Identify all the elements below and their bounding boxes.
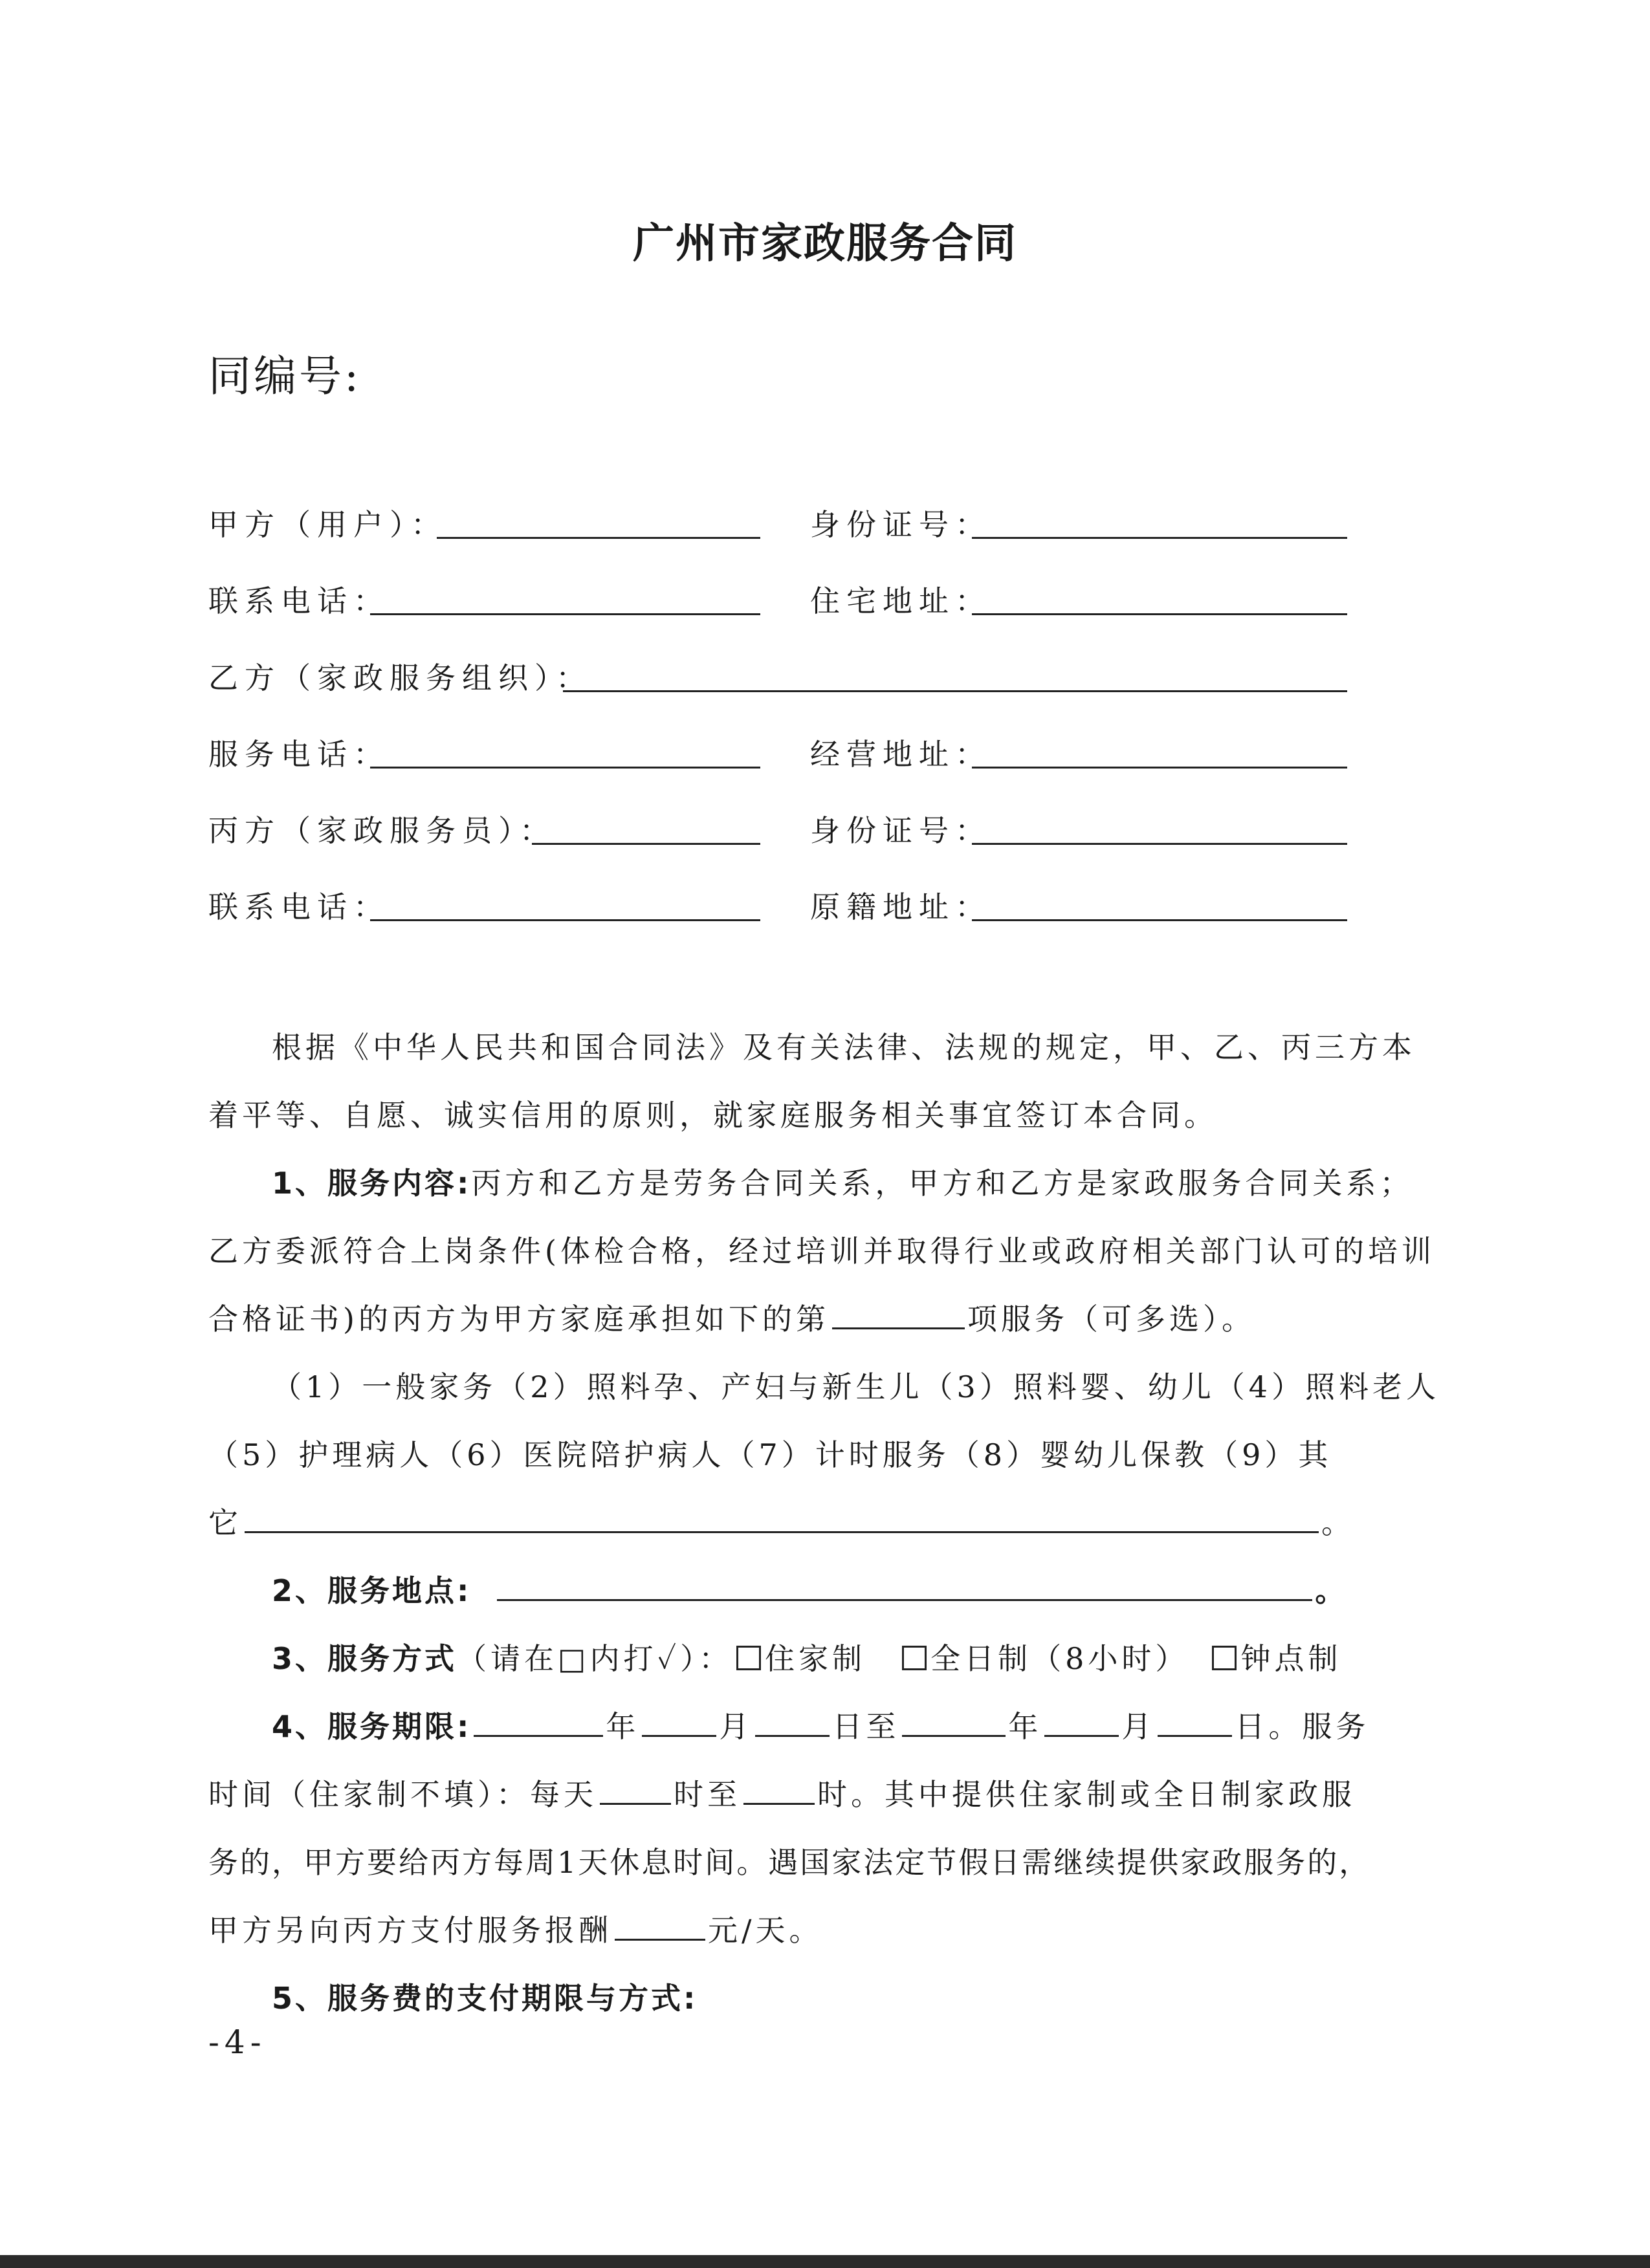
section-1-heading: 1、服务内容: bbox=[272, 1166, 472, 1201]
full-day-checkbox[interactable] bbox=[902, 1646, 927, 1670]
party-c-label: 丙方（家政服务员）： bbox=[208, 813, 556, 848]
party-b-blank[interactable] bbox=[563, 690, 1347, 692]
daily-end-blank[interactable] bbox=[743, 1777, 815, 1805]
party-a-phone-label: 联系电话： bbox=[208, 583, 390, 618]
start-day-label: 日至 bbox=[832, 1709, 900, 1744]
other-period: 。 bbox=[1321, 1505, 1355, 1540]
start-month-label: 月 bbox=[719, 1709, 753, 1744]
party-c-id-label: 身份证号： bbox=[810, 813, 991, 848]
live-in-label: 住家制 bbox=[765, 1641, 866, 1676]
full-day-label: 全日制（8小时） bbox=[930, 1641, 1189, 1676]
section-4-heading: 4、服务期限: bbox=[272, 1709, 472, 1744]
start-month-blank[interactable] bbox=[642, 1709, 716, 1737]
party-b-phone-blank[interactable] bbox=[370, 767, 760, 769]
hour-to-label: 时至 bbox=[674, 1777, 741, 1812]
start-year-label: 年 bbox=[606, 1709, 640, 1744]
end-day-label: 日。服务 bbox=[1235, 1709, 1370, 1744]
other-service-blank[interactable] bbox=[245, 1505, 1319, 1533]
party-c-phone-blank[interactable] bbox=[370, 919, 760, 921]
section-3-line bbox=[272, 1635, 1341, 1678]
section-2-heading: 2、服务地点: bbox=[272, 1573, 472, 1608]
section-5-line bbox=[272, 1975, 698, 2018]
party-a-id-blank[interactable] bbox=[972, 537, 1347, 539]
section-1-text: 丙方和乙方是劳务合同关系，甲方和乙方是家政服务合同关系； bbox=[471, 1166, 1414, 1201]
section-4-line-3: 务的，甲方要给丙方每周1天休息时间。遇国家法定节假日需继续提供家政服务的， bbox=[208, 1845, 1371, 1880]
section-1-line-1 bbox=[272, 1160, 1413, 1203]
holiday-pay-unit: 元/天。 bbox=[708, 1913, 823, 1948]
document-title: 广州市家政服务合同 bbox=[633, 220, 1017, 268]
start-year-blank[interactable] bbox=[474, 1709, 603, 1737]
end-month-label: 月 bbox=[1121, 1709, 1156, 1744]
end-year-label: 年 bbox=[1008, 1709, 1042, 1744]
contract-number-label: 同编号: bbox=[208, 351, 362, 401]
party-c-blank[interactable] bbox=[532, 843, 760, 845]
section-5-heading: 5、服务费的支付期限与方式: bbox=[272, 1981, 698, 2016]
start-day-blank[interactable] bbox=[755, 1709, 830, 1737]
section-1-line-3 bbox=[208, 1296, 1255, 1338]
party-a-address-label: 住宅地址： bbox=[810, 583, 991, 618]
section-1-line-2: 乙方委派符合上岗条件(体检合格，经过培训并取得行业或政府相关部门认可的培训 bbox=[208, 1234, 1435, 1269]
intro-line-2: 着平等、自愿、诚实信用的原则，就家庭服务相关事宜签订本合同。 bbox=[208, 1098, 1218, 1133]
holiday-pay-blank[interactable] bbox=[615, 1913, 705, 1941]
intro-line-1: 根据《中华人民共和国合同法》及有关法律、法规的规定，甲、乙、丙三方本 bbox=[272, 1030, 1416, 1065]
party-c-phone-label: 联系电话： bbox=[208, 889, 390, 924]
live-in-checkbox[interactable] bbox=[736, 1646, 761, 1670]
party-b-address-blank[interactable] bbox=[972, 767, 1347, 769]
end-month-blank[interactable] bbox=[1044, 1709, 1119, 1737]
party-a-phone-blank[interactable] bbox=[370, 613, 760, 615]
service-options-line-1: （1）一般家务（2）照料孕、产妇与新生儿（3）照料婴、幼儿（4）照料老人 bbox=[272, 1369, 1440, 1404]
end-year-blank[interactable] bbox=[902, 1709, 1006, 1737]
party-a-id-label: 身份证号： bbox=[810, 507, 991, 542]
party-a-label: 甲方（用户）： bbox=[208, 507, 447, 542]
section-4-line-2-text: 时。其中提供住家制或全日制家政服 bbox=[817, 1777, 1356, 1812]
hourly-checkbox[interactable] bbox=[1212, 1646, 1237, 1670]
section-1-line-3-a: 合格证书)的丙方为甲方家庭承担如下的第 bbox=[208, 1302, 830, 1336]
section-4-line-4 bbox=[208, 1907, 823, 1950]
section-4-line-1 bbox=[272, 1703, 1369, 1746]
daily-start-blank[interactable] bbox=[600, 1777, 671, 1805]
party-c-address-blank[interactable] bbox=[972, 919, 1347, 921]
section-3-heading: 3、服务方式 bbox=[272, 1641, 457, 1676]
holiday-pay-label: 甲方另向丙方支付服务报酬 bbox=[208, 1913, 612, 1948]
party-b-address-label: 经营地址： bbox=[810, 737, 991, 772]
service-location-blank[interactable] bbox=[497, 1573, 1312, 1601]
party-a-blank[interactable] bbox=[437, 537, 760, 539]
service-items-blank[interactable] bbox=[832, 1302, 965, 1329]
section-2-period: 。 bbox=[1315, 1573, 1348, 1608]
party-c-address-label: 原籍地址： bbox=[810, 889, 991, 924]
section-1-line-3-b: 项服务（可多选）。 bbox=[967, 1302, 1255, 1336]
section-2-line bbox=[272, 1567, 1347, 1610]
service-options-line-2: （5）护理病人（6）医院陪护病人（7）计时服务（8）婴幼儿保教（9）其 bbox=[208, 1437, 1332, 1472]
party-a-address-blank[interactable] bbox=[972, 613, 1347, 615]
hourly-label: 钟点制 bbox=[1240, 1641, 1342, 1676]
service-options-line-3 bbox=[208, 1499, 1355, 1542]
party-c-id-blank[interactable] bbox=[972, 843, 1347, 845]
daily-hours-label: 时间（住家制不填）：每天 bbox=[208, 1777, 597, 1812]
end-day-blank[interactable] bbox=[1158, 1709, 1232, 1737]
section-3-instruction: （请在□内打✓）： bbox=[457, 1641, 733, 1676]
party-b-label: 乙方（家政服务组织）： bbox=[208, 660, 592, 695]
section-4-line-2 bbox=[208, 1771, 1356, 1814]
page-number: -4- bbox=[208, 2023, 267, 2061]
scan-edge bbox=[0, 2255, 1650, 2268]
party-b-phone-label: 服务电话： bbox=[208, 737, 390, 772]
other-label: 它 bbox=[208, 1505, 242, 1540]
